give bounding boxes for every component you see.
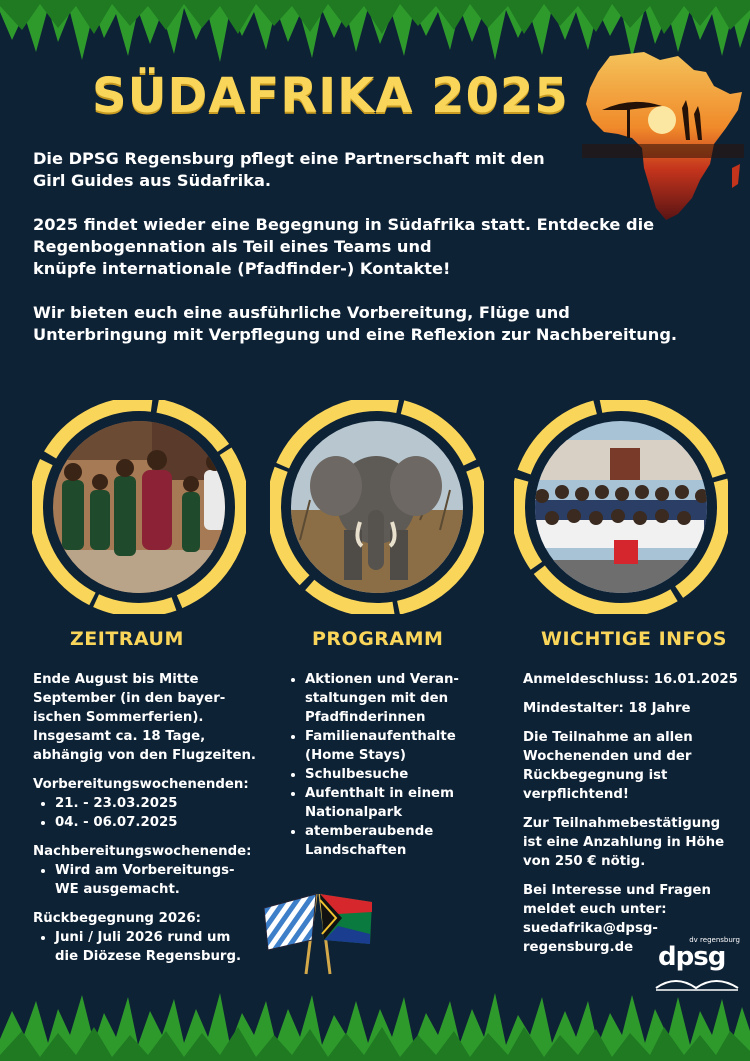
intro-p1-line1: Die DPSG Regensburg pflegt eine Partnerschaft mit den <box>33 149 545 168</box>
grass-bottom-decoration <box>0 991 750 1061</box>
infos-line: verpflichtend! <box>523 787 629 802</box>
infos-line: Rückbegegnung ist <box>523 768 668 783</box>
dpsg-logo <box>654 936 740 994</box>
intro-p2-line1: 2025 findet wieder eine Begegnung in Südafrika statt. Entdecke die <box>33 215 655 234</box>
intro-p1-line2: Girl Guides aus Südafrika. <box>33 171 272 190</box>
intro-paragraph-3 <box>33 302 713 346</box>
logo-bridge-icon <box>654 974 740 992</box>
list-item-line: Pfadfinderinnen <box>305 710 426 725</box>
list-item-line: Landschaften <box>305 843 407 858</box>
infos-heading: WICHTIGE INFOS <box>541 628 727 650</box>
infos-line: Wochenenden und der <box>523 749 692 764</box>
list-item <box>55 928 263 966</box>
intro-p2-line2: Regenbogennation als Teil eines Teams und <box>33 237 432 256</box>
list-item <box>305 765 483 784</box>
list-item-line: atemberaubende <box>305 824 434 839</box>
deposit-text <box>523 814 738 871</box>
list-item <box>305 822 483 860</box>
infos-line: von 250 € nötig. <box>523 854 646 869</box>
list-item: • 04. - 06.07.2025 <box>55 813 263 832</box>
intro-paragraph-1 <box>33 148 713 192</box>
zeitraum-text-line: abhängig von den Flugzeiten. <box>33 748 256 763</box>
prep-list <box>33 794 263 832</box>
return-list <box>33 928 263 966</box>
list-item-line: Juni / Juli 2026 rund um <box>55 930 231 945</box>
zeitraum-text <box>33 670 263 765</box>
list-item-line: die Diözese Regensburg. <box>55 949 242 964</box>
post-list <box>33 861 263 899</box>
crossed-flags-icon <box>258 882 378 977</box>
list-item-line: (Home Stays) <box>305 748 406 763</box>
intro-paragraph-2 <box>33 214 713 280</box>
programm-heading: PROGRAMM <box>312 628 444 650</box>
zeitraum-text-line: September (in den bayer- <box>33 691 226 706</box>
deadline-text: Anmeldeschluss: 16.01.2025 <box>523 672 738 687</box>
list-item-line: Nationalpark <box>305 805 403 820</box>
prep-label: Vorbereitungswochenenden: <box>33 777 249 792</box>
contact-email-line[interactable]: regensburg.de <box>523 940 634 955</box>
programm-list <box>283 670 483 860</box>
list-item-line: WE ausgemacht. <box>55 882 180 897</box>
zeitraum-text-line: ischen Sommerferien). <box>33 710 204 725</box>
list-item-line: staltungen mit den <box>305 691 449 706</box>
return-label: Rückbegegnung 2026: <box>33 911 201 926</box>
intro-p3-line1: Wir bieten euch eine ausführliche Vorbereitung, Flüge und <box>33 303 570 322</box>
infos-line: meldet euch unter: <box>523 902 667 917</box>
children-dancing-photo <box>32 400 246 614</box>
group-photo <box>514 400 728 614</box>
zeitraum-column <box>33 670 263 976</box>
intro-p3-line2: Unterbringung mit Verpflegung und eine Reflexion zur Nachbereitung. <box>33 325 678 344</box>
intro-text <box>33 148 713 368</box>
infos-line: Bei Interesse und Fragen <box>523 883 712 898</box>
elephant-photo <box>270 400 484 614</box>
zeitraum-text-line: Insgesamt ca. 18 Tage, <box>33 729 206 744</box>
list-item-line: Schulbesuche <box>305 767 409 782</box>
list-item <box>305 727 483 765</box>
zeitraum-text-line: Ende August bis Mitte <box>33 672 199 687</box>
post-label: Nachbereitungswochenende: <box>33 844 252 859</box>
list-item: • 21. - 23.03.2025 <box>55 794 263 813</box>
list-item-line: Familienaufenthalte <box>305 729 456 744</box>
intro-p2-line3: knüpfe internationale (Pfadfinder-) Kontakte! <box>33 259 451 278</box>
min-age-text: Mindestalter: 18 Jahre <box>523 701 691 716</box>
infos-line: Zur Teilnahmebestätigung <box>523 816 721 831</box>
logo-subtitle: dv regensburg <box>689 936 740 944</box>
list-item <box>55 861 263 899</box>
programm-column <box>283 670 483 870</box>
infos-line: Die Teilnahme an allen <box>523 730 693 745</box>
list-item <box>305 784 483 822</box>
zeitraum-heading: ZEITRAUM <box>70 628 184 650</box>
attendance-text <box>523 728 738 804</box>
infos-line: ist eine Anzahlung in Höhe <box>523 835 725 850</box>
infos-column <box>523 670 738 967</box>
list-item <box>305 670 483 727</box>
logo-wordmark: dpsg <box>658 942 726 972</box>
list-item-line: Aktionen und Veran- <box>305 672 459 687</box>
list-item-line: Wird am Vorbereitungs- <box>55 863 235 878</box>
list-item-line: Aufenthalt in einem <box>305 786 454 801</box>
contact-email-line[interactable]: suedafrika@dpsg- <box>523 921 658 936</box>
page-title: SÜDAFRIKA 2025 <box>92 68 569 124</box>
